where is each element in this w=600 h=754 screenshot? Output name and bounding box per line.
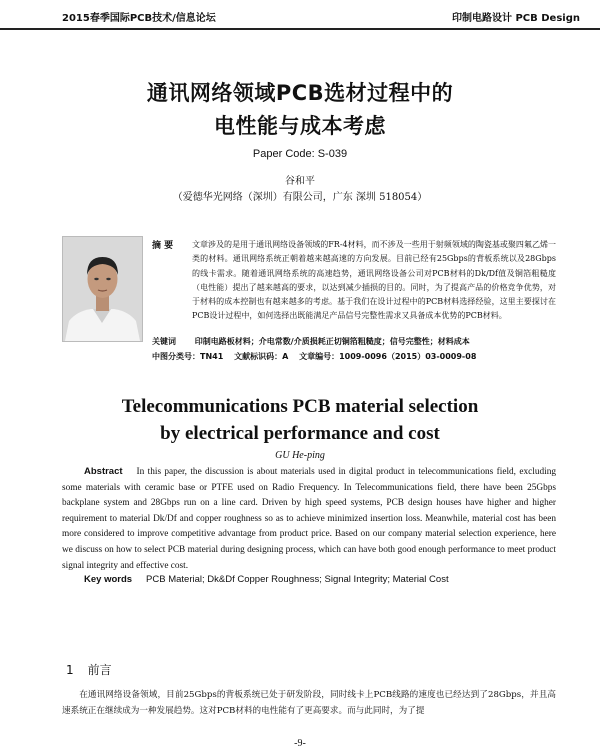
keywords-cn-text: 印制电路板材料；介电常数/介质损耗正切铜箔粗糙度；信号完整性；材料成本	[194, 337, 470, 346]
section-title: 前言	[87, 663, 112, 677]
abstract-cn-text: 文章涉及的是用于通讯网络设备领域的FR-4材料，而不涉及一些用于射频领域的陶瓷基或聚四氟乙烯一类的材料。通讯网络系统正朝着越来越高速的方向发展。目前已经有25Gbps的背板系统以及28Gbps的线卡需求。随着通讯网络系统的高速趋势，通讯网络设备公司对PCB材料的Dk/Df值及铜箔粗糙度（电性能）提出了越来越高的要求，以达到减少插损的目的。同时，为了提高产品的价格竞争优势，对于材料的成本控制也有越来越多的考虑。基于我们在设计过程中的PCB材料选择经验，这里主要探讨在PCB设计过程中，如何选择出既能满足产品信号完整性需求又具备成本优势的PCB材料。	[192, 240, 556, 321]
section-number: 1	[66, 663, 74, 677]
title-cn-line1: 通讯网络领域PCB选材过程中的	[146, 81, 454, 105]
author-cn: 谷和平	[285, 176, 315, 187]
abstract-cn-label: 摘 要	[152, 241, 174, 251]
keywords-en	[84, 574, 449, 585]
abstract-en	[62, 464, 556, 574]
page-number: -9-	[294, 738, 306, 749]
header-right: 印制电路设计 PCB Design	[452, 13, 580, 24]
header-left: 2015春季国际PCB技术/信息论坛	[62, 13, 216, 24]
title-cn-line2: 电性能与成本考虑	[214, 114, 386, 138]
abstract-en-text: In this paper, the discussion is about materials used in digital product in telecommunications field, excluding some materials with ceramic base or PTFE used on Radio Frequency. In Telecommunications field, there have been 25Gbps backplane system and 28Gbps run on a line card. Driven by high speed systems, PCB design houses have higher and higher requirement to material Dk/Df and copper roughness so as to achieve minimized insertion loss. Meanwhile, material cost has been more considered to improve competitive advantage from product price. Based on our company material selection experience, here we discuss on how to select PCB material during designing process, which can have both good enough performance to meet product signal integrity and effective cost.	[62, 467, 556, 571]
classification-cn	[152, 351, 484, 362]
author-en: GU He-ping	[275, 450, 325, 461]
section-heading	[66, 661, 112, 678]
keywords-cn	[152, 336, 470, 347]
running-header	[0, 0, 600, 30]
paper-code: Paper Code: S-039	[252, 148, 348, 160]
affiliation-cn: （爱德华光网络（深圳）有限公司，广东 深圳 518054）	[172, 192, 428, 203]
clc-number: 中图分类号：TN41	[152, 352, 224, 361]
title-en-line1: Telecommunications PCB material selection	[121, 396, 479, 417]
abstract-en-label: Abstract	[84, 466, 123, 477]
keywords-cn-label: 关键词	[152, 337, 176, 346]
article-number: 文章编号：1009-0096（2015）03-0009-08	[299, 352, 477, 361]
keywords-en-label: Key words	[84, 574, 133, 585]
author-photo	[62, 236, 143, 342]
keywords-en-text: PCB Material; Dk&Df Copper Roughness; Signal Integrity; Material Cost	[146, 574, 449, 585]
document-code: 文献标识码：A	[234, 352, 289, 361]
title-en-line2: by electrical performance and cost	[160, 423, 440, 444]
body-paragraph: 在通讯网络设备领域，目前25Gbps的背板系统已处于研发阶段，同时线卡上PCB线路的速度也已经达到了28Gbps，并且高速系统正在继续成为一种发展趋势。这对PCB材料的电性能有了更高要求。而与此同时，为了提	[62, 690, 556, 716]
